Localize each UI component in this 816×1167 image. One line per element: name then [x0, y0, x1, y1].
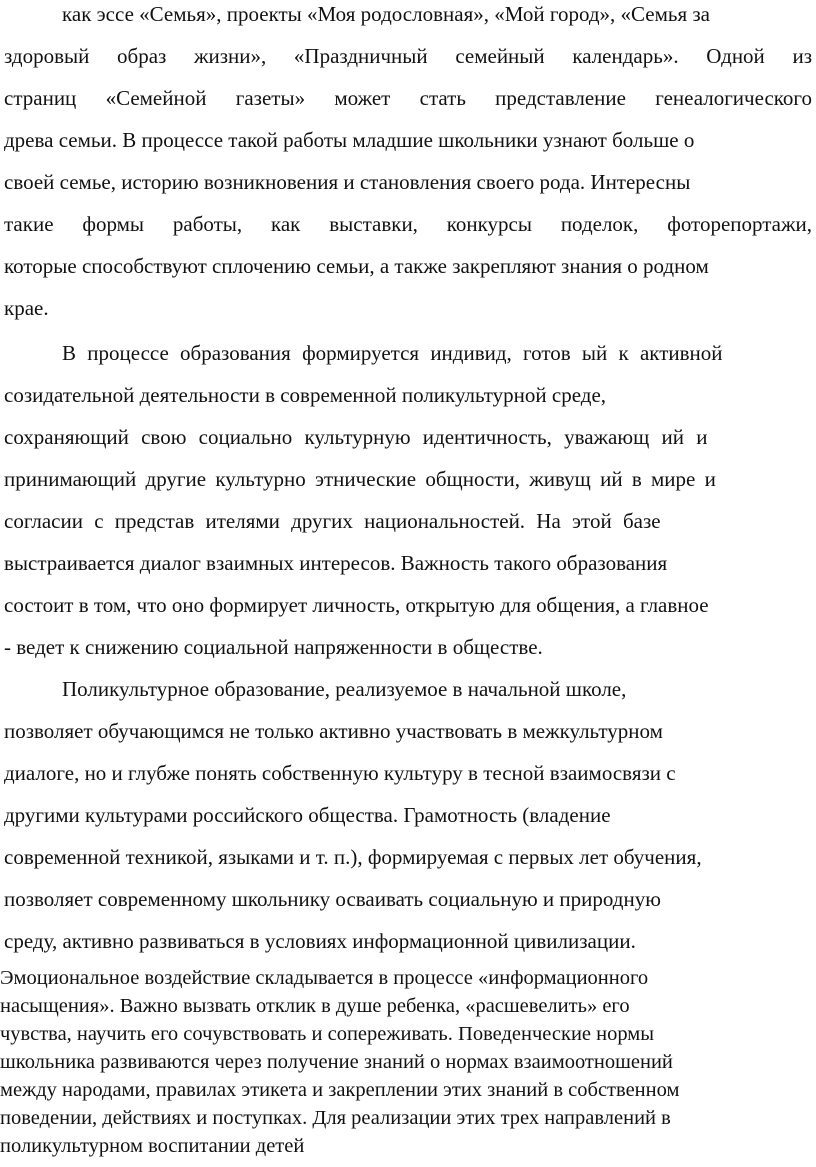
- text-line: школьника развиваются через получение знаний о нормах взаимоотношений: [0, 1051, 673, 1073]
- text-line: современной техникой, языками и т. п.), формируемая с первых лет обучения,: [4, 845, 702, 869]
- text-line: В процессе образования формируется индивид, готов ый к активной: [62, 341, 723, 365]
- text-line: древа семьи. В процессе такой работы младшие школьники узнают больше о: [4, 128, 695, 152]
- text-line: крае.: [4, 296, 49, 320]
- text-line: насыщения». Важно вызвать отклик в душе ребенка, «расшевелить» его: [0, 995, 630, 1017]
- text-line: принимающий другие культурно этнические общности, живущ ий в мире и: [4, 467, 716, 491]
- text-line: между народами, правилах этикета и закреплении этих знаний в собственном: [0, 1079, 680, 1101]
- text-line: сохраняющий свою социально культурную идентичность, уважающ ий и: [4, 425, 708, 449]
- text-line: созидательной деятельности в современной поликультурной среде,: [4, 383, 607, 407]
- text-line: среду, активно развиваться в условиях информационной цивилизации.: [4, 929, 636, 953]
- text-line: поликультурном воспитании детей: [0, 1135, 305, 1157]
- text-line: другими культурами российского общества. Грамотность (владение: [4, 803, 611, 827]
- text-line: поведении, действиях и поступках. Для реализации этих трех направлений в: [0, 1107, 671, 1129]
- text-line: диалоге, но и глубже понять собственную культуру в тесной взаимосвязи с: [4, 761, 676, 785]
- text-line: которые способствуют сплочению семьи, а также закрепляют знания о родном: [4, 254, 709, 278]
- text-line: - ведет к снижению социальной напряженности в обществе.: [4, 635, 543, 659]
- text-line: Поликультурное образование, реализуемое в начальной школе,: [62, 677, 627, 701]
- text-line: страниц «Семейной газеты» может стать представление генеалогического: [4, 86, 812, 110]
- text-line: позволяет обучающимся не только активно участвовать в межкультурном: [4, 719, 663, 743]
- text-line: состоит в том, что оно формирует личность, открытую для общения, а главное: [4, 593, 709, 617]
- text-line: здоровый образ жизни», «Праздничный семейный календарь». Одной из: [4, 44, 812, 68]
- text-line: такие формы работы, как выставки, конкурсы поделок, фоторепортажи,: [4, 212, 812, 236]
- text-line: своей семье, историю возникновения и становления своего рода. Интересны: [4, 170, 691, 194]
- text-line: как эссе «Семья», проекты «Моя родословная», «Мой город», «Семья за: [62, 2, 711, 26]
- text-line: выстраивается диалог взаимных интересов. Важность такого образования: [4, 551, 668, 575]
- text-line: позволяет современному школьнику осваивать социальную и природную: [4, 887, 661, 911]
- text-line: согласии с представ ителями других национальностей. На этой базе: [4, 509, 661, 533]
- text-line: чувства, научить его сочувствовать и сопереживать. Поведенческие нормы: [0, 1023, 655, 1045]
- text-line: Эмоциональное воздействие складывается в процессе «информационного: [0, 967, 649, 989]
